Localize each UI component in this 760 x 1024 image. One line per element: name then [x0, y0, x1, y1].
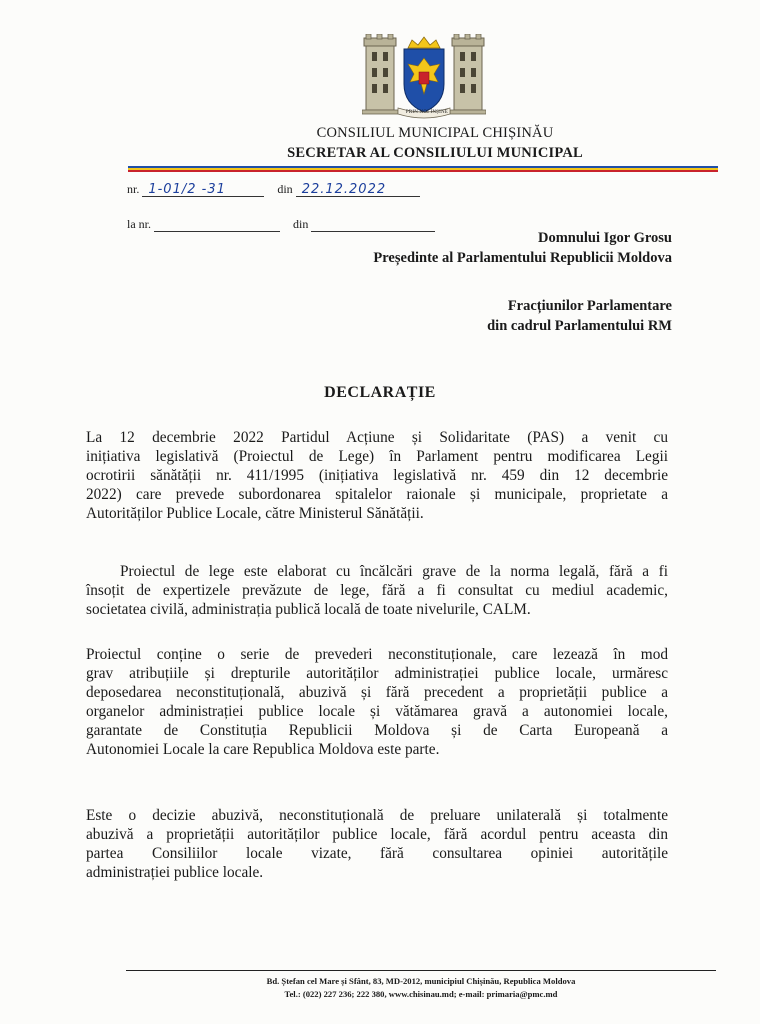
paragraph-line: abuzivă a proprietății autorităților publice locale, fără acordul pentru aceasta din	[86, 826, 668, 843]
din-label: din	[277, 182, 293, 196]
registry-number-row	[127, 182, 420, 197]
footer-divider	[126, 970, 716, 971]
din2-field	[311, 219, 435, 232]
paragraph-line: Proiectul de lege este elaborat cu încălcări grave de la norma legală, fără a fi	[120, 563, 668, 580]
paragraph-line: Autonomiei Locale la care Republica Moldova este parte.	[86, 741, 440, 758]
paragraph-4	[86, 806, 668, 882]
office-name: SECRETAR AL CONSILIULUI MUNICIPAL	[287, 145, 583, 161]
recipient-title: Președinte al Parlamentului Republicii Moldova	[373, 250, 672, 266]
paragraph-line: organelor administrației publice locale și vătămarea gravă a autonomiei locale,	[86, 703, 668, 720]
paragraph-line: societatea civilă, administrația publică locală de toate nivelurile, CALM.	[86, 601, 531, 618]
recipient-name: Domnului Igor Grosu	[537, 230, 672, 246]
paragraph-line: partea Consiliilor locale vizate, fără consultarea opiniei autoritățile	[86, 845, 668, 862]
paragraph-2	[86, 562, 668, 619]
nr-label: nr.	[127, 182, 140, 196]
paragraph-line: însoțit de expertizele prevăzute de lege, fără a fi consultat cu mediul academic,	[86, 582, 668, 599]
din-field	[296, 184, 420, 197]
paragraph-line: grav atribuțiile și drepturile autorităților administrației publice locale, urmăresc	[86, 665, 668, 682]
crown-icon	[408, 37, 440, 48]
nr-handwritten-value: 1-01/2 -31	[148, 182, 226, 197]
reference-number-row	[127, 217, 435, 232]
recipient-factions-scope: din cadrul Parlamentului RM	[487, 318, 672, 334]
paragraph-line: ocrotirii sănătății nr. 411/1995 (inițiativa legislativă nr. 459 din 12 decembrie	[86, 467, 668, 484]
paragraph-line: deposedarea neconstituțională, abuzivă și fără precedent a proprietății publice a	[86, 684, 668, 701]
nr-field	[142, 184, 264, 197]
paragraph-3	[86, 645, 668, 759]
la-nr-field	[154, 219, 280, 232]
paragraph-line: administrației publice locale.	[86, 864, 264, 881]
footer-contacts: Tel.: (022) 227 236; 222 380, www.chisinau.md; e-mail: primaria@pmc.md	[284, 989, 558, 999]
right-tower-icon	[450, 34, 486, 114]
paragraph-line: La 12 decembrie 2022 Partidul Acțiune și Solidaritate (PAS) a venit cu	[86, 429, 668, 446]
recipient-factions: Fracțiunilor Parlamentare	[507, 298, 672, 314]
paragraph-line: 2022) care prevede subordonarea spitalelor raionale și municipale, proprietate a	[86, 486, 668, 503]
tricolor-divider	[128, 166, 718, 172]
crest-motto: PRIN NOI ÎNȘINE	[405, 110, 449, 115]
document-title: DECLARAȚIE	[324, 384, 436, 401]
paragraph-line: Este o decizie abuzivă, neconstituțională de preluare unilaterală și totalmente	[86, 807, 668, 824]
paragraph-line: Proiectul conține o serie de prevederi neconstituționale, care lezează în mod	[86, 646, 668, 663]
paragraph-line: inițiativa legislativă (Proiectul de Lege) în Parlament pentru modificarea Legii	[86, 448, 668, 465]
paragraph-1	[86, 428, 668, 523]
la-nr-label: la nr.	[127, 217, 151, 231]
left-tower-icon	[362, 34, 398, 114]
paragraph-line: garantate de Constituția Republicii Moldova și de Carta Europeană a	[86, 722, 668, 739]
paragraph-line: Autorităților Publice Locale, către Ministerul Sănătății.	[86, 505, 424, 522]
institution-name: CONSILIUL MUNICIPAL CHIȘINĂU	[316, 125, 554, 141]
din-handwritten-value: 22.12.2022	[301, 182, 387, 197]
din2-label: din	[293, 217, 309, 231]
footer-address: Bd. Ștefan cel Mare și Sfânt, 83, MD-2012, municipiul Chișinău, Republica Moldova	[266, 976, 576, 986]
